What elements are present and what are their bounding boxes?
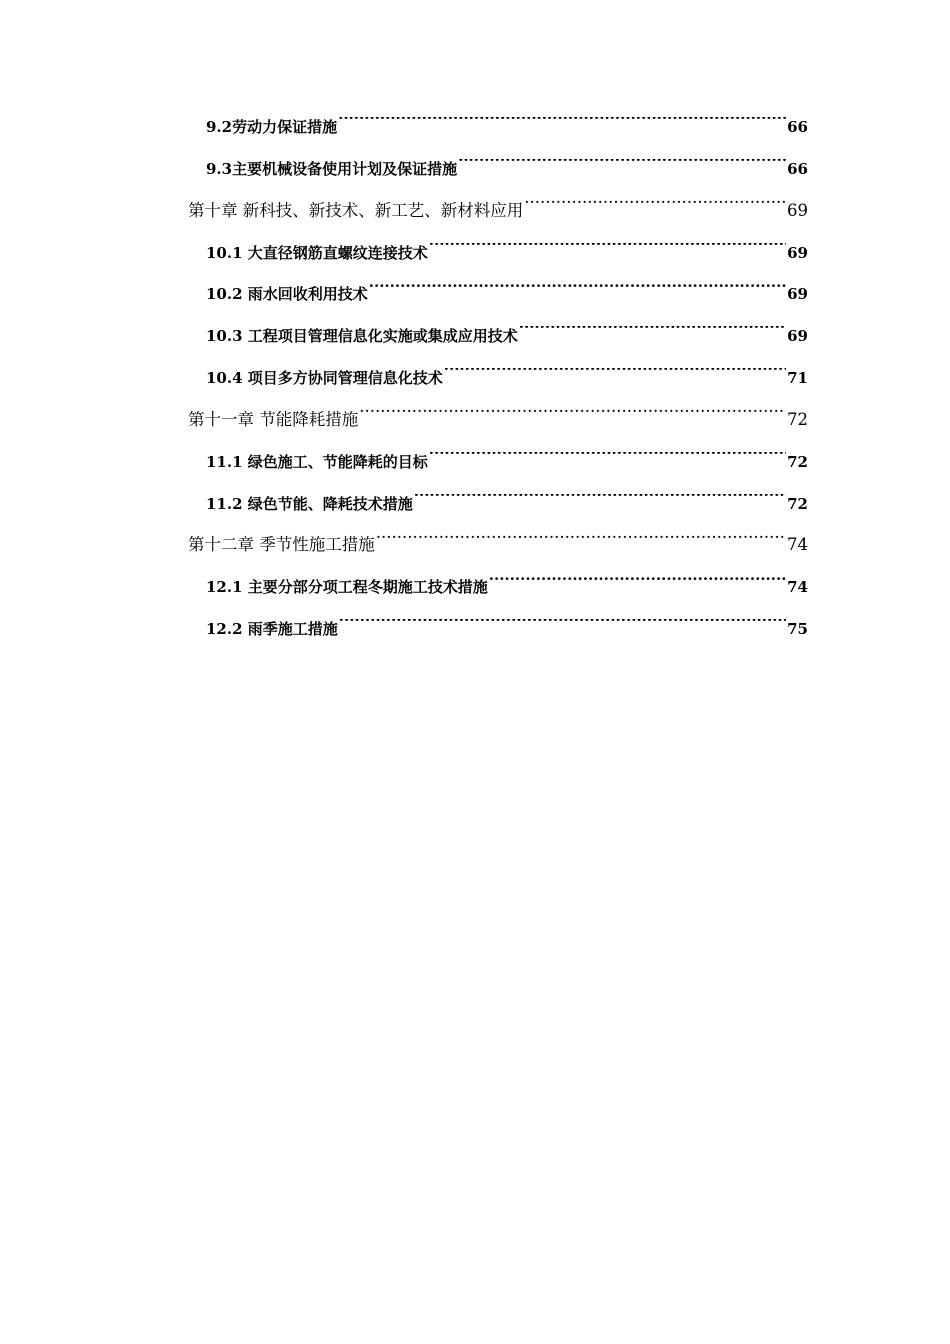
toc-entry-12-2[interactable] [188,612,808,654]
toc-dot-leader [369,284,786,299]
toc-dot-leader [458,159,786,174]
toc-dot-leader [414,494,786,509]
toc-entry-title: 10.2 雨水回收利用技术 [206,285,368,304]
toc-chapter-title: 第十章 新科技、新技术、新工艺、新材料应用 [188,200,524,220]
toc-dot-leader [489,577,786,592]
table-of-contents [188,110,808,654]
toc-dot-leader [519,326,786,341]
toc-entry-10-1[interactable] [188,236,808,278]
toc-entry-9-2[interactable] [188,110,808,152]
toc-dot-leader [524,199,786,216]
toc-entry-page: 69 [787,327,808,346]
toc-entry-title: 10.1 大直径钢筋直螺纹连接技术 [206,243,428,262]
toc-entry-page: 72 [787,452,808,471]
toc-chapter-12[interactable] [188,528,808,570]
toc-entry-9-3[interactable] [188,152,808,194]
toc-entry-title: 12.1 主要分部分项工程冬期施工技术措施 [206,578,488,597]
toc-entry-10-2[interactable] [188,277,808,319]
toc-dot-leader [359,408,786,425]
toc-chapter-title: 第十一章 节能降耗措施 [188,409,359,429]
toc-entry-title: 12.2 雨季施工措施 [206,620,338,639]
toc-entry-page: 72 [787,494,808,513]
toc-dot-leader [339,619,786,634]
toc-chapter-page: 74 [787,535,808,555]
toc-entry-page: 71 [787,368,808,387]
toc-entry-title: 10.4 项目多方协同管理信息化技术 [206,368,443,387]
toc-chapter-11[interactable] [188,403,808,445]
toc-dot-leader [429,243,786,258]
toc-entry-page: 69 [787,243,808,262]
toc-chapter-page: 69 [787,200,808,220]
toc-dot-leader [429,452,786,467]
toc-entry-title: 9.2劳动力保证措施 [206,118,338,136]
toc-entry-11-2[interactable] [188,487,808,529]
toc-entry-page: 74 [787,578,808,597]
toc-entry-page: 69 [787,285,808,304]
toc-chapter-10[interactable] [188,194,808,236]
toc-entry-title: 11.2 绿色节能、降耗技术措施 [206,494,413,513]
toc-entry-12-1[interactable] [188,570,808,612]
toc-chapter-page: 72 [787,409,808,429]
toc-dot-leader [444,368,786,383]
toc-entry-10-3[interactable] [188,319,808,361]
toc-entry-title: 9.3主要机械设备使用计划及保证措施 [206,159,458,178]
toc-entry-10-4[interactable] [188,361,808,403]
toc-entry-page: 66 [787,118,808,136]
toc-entry-page: 75 [787,620,808,639]
toc-dot-leader [376,534,786,551]
toc-entry-title: 11.1 绿色施工、节能降耗的目标 [206,452,428,471]
toc-entry-11-1[interactable] [188,445,808,487]
toc-dot-leader [338,117,786,132]
toc-chapter-title: 第十二章 季节性施工措施 [188,535,375,555]
toc-entry-page: 66 [787,159,808,178]
toc-entry-title: 10.3 工程项目管理信息化实施或集成应用技术 [206,327,518,346]
